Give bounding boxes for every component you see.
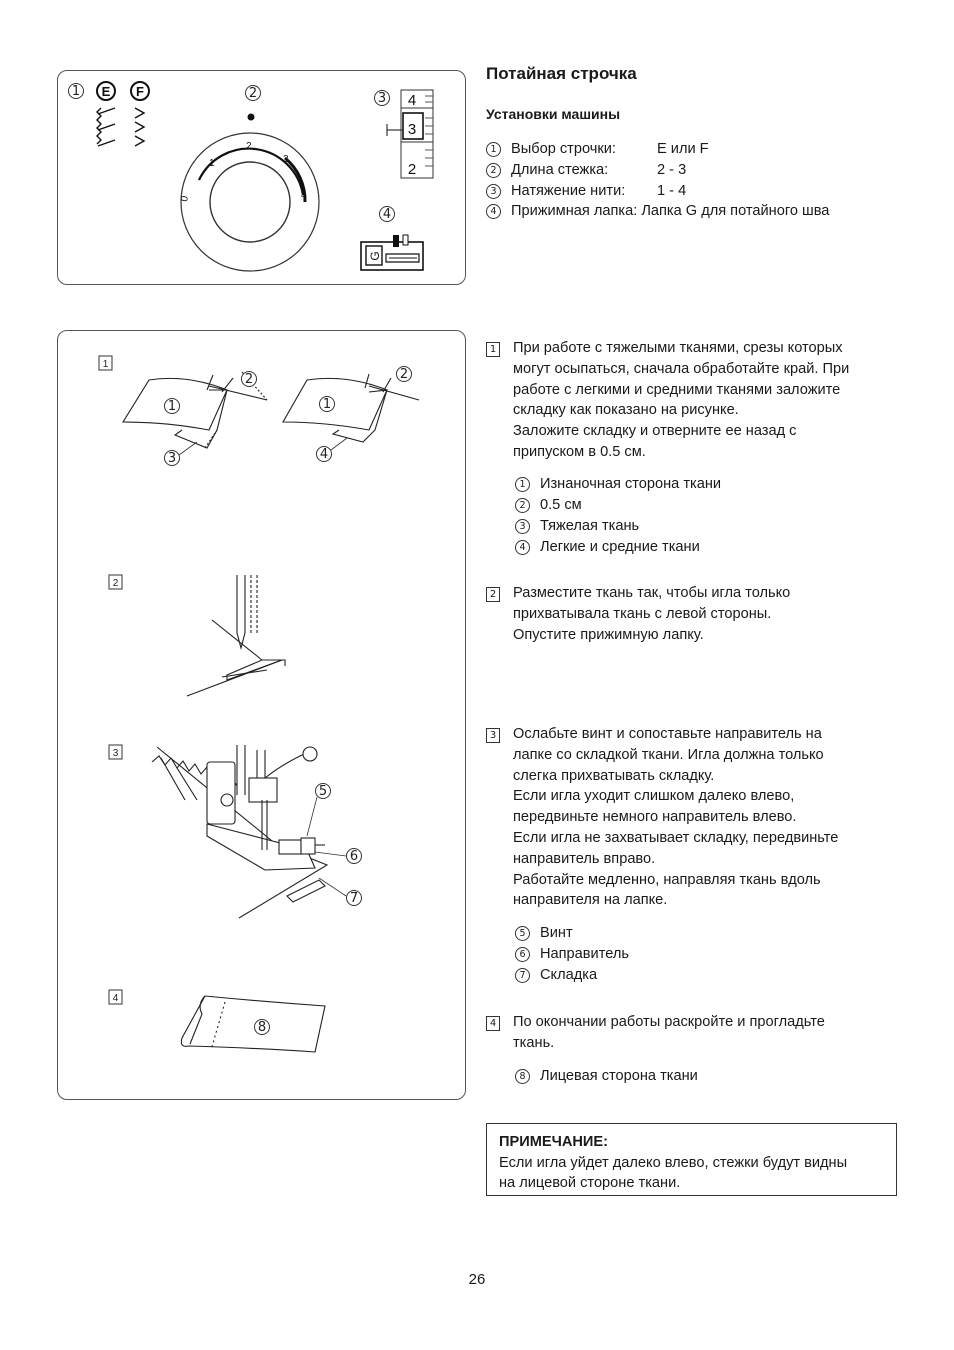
setting-row <box>486 181 829 202</box>
legend-text: Направитель <box>540 946 629 962</box>
fig-step-label-2 <box>109 575 122 589</box>
fold-light-fabric-drawing <box>283 374 419 442</box>
fig-step-label-4 <box>109 990 122 1004</box>
text-line: По окончании работы раскройте и прогладьте <box>513 1014 825 1030</box>
svg-text:4: 4 <box>301 190 307 201</box>
note-box <box>486 1123 897 1196</box>
svg-text:1: 1 <box>71 84 81 99</box>
callout-1 <box>69 84 84 100</box>
text-line: лапке со складкой ткани. Игла должна только <box>513 746 824 763</box>
fig-step-label-1 <box>99 356 112 370</box>
legend-text: Лицевая сторона ткани <box>540 1068 698 1084</box>
text-line: работе с легкими и средними тканями заложите <box>513 381 841 398</box>
text-line: Если игла не захватывает складку, передвиньте <box>513 829 839 846</box>
note-line: Если игла уйдет далеко влево, стежки будут видны <box>499 1154 848 1171</box>
legend-text: Складка <box>540 967 598 983</box>
step-1-text <box>513 338 849 463</box>
blind-hem-foot-icon <box>361 235 423 270</box>
legend-text: Винт <box>540 925 573 941</box>
callout-badge: 4 <box>486 204 501 219</box>
page-title: Потайная строчка <box>486 64 637 83</box>
steps-illustration <box>57 330 464 1098</box>
pattern-f-badge <box>131 82 149 100</box>
callout-badge: 7 <box>515 968 530 983</box>
legend-text: Изнаночная сторона ткани <box>540 476 722 492</box>
text-line: складку как показано на рисунке. <box>513 402 739 419</box>
callout-badge: 2 <box>486 163 501 178</box>
setting-value: Лапка G для потайного шва <box>641 203 830 220</box>
step-1-legend <box>515 474 721 558</box>
svg-text:2: 2 <box>244 372 254 387</box>
legend-item <box>515 965 629 986</box>
text-line: направитель вправо. <box>513 850 656 867</box>
text-line: Опустите прижимную лапку. <box>513 626 704 643</box>
fig1-callout-1a <box>165 399 180 415</box>
fig4-callout-8 <box>255 1020 270 1036</box>
svg-text:1: 1 <box>209 158 215 169</box>
text-line: припуском в 0.5 см. <box>513 443 646 460</box>
text-line: прихватывала ткань с левой стороны. <box>513 605 772 622</box>
svg-text:2: 2 <box>248 86 258 101</box>
callout-3 <box>375 91 390 107</box>
svg-text:3: 3 <box>112 748 119 759</box>
callout-badge: 5 <box>515 926 530 941</box>
text-line: передвиньте немного направитель влево. <box>513 809 797 826</box>
legend-item <box>515 944 629 965</box>
svg-text:4: 4 <box>407 92 417 109</box>
note-line: на лицевой стороне ткани. <box>499 1175 681 1191</box>
setting-value: 1 - 4 <box>657 182 687 199</box>
fig-step-label-3 <box>109 745 122 759</box>
fig1-callout-1b <box>320 397 335 413</box>
setting-label: Длина стежка: <box>511 161 609 178</box>
svg-text:1: 1 <box>102 359 109 370</box>
step-4-number: 4 <box>486 1016 500 1031</box>
text-line: могут осыпаться, сначала обработайте край. При <box>513 360 850 377</box>
legend-item <box>515 537 721 558</box>
legend-item <box>515 516 721 537</box>
svg-text:6: 6 <box>349 849 359 864</box>
callout-badge: 8 <box>515 1069 530 1084</box>
callout-badge: 6 <box>515 947 530 962</box>
legend-text: Легкие и средние ткани <box>540 539 700 555</box>
svg-text:E: E <box>101 84 111 99</box>
svg-text:2: 2 <box>246 141 252 152</box>
blind-stitch-e-icon <box>97 108 115 146</box>
callout-badge: 1 <box>486 142 501 157</box>
setting-row <box>486 139 829 160</box>
svg-text:8: 8 <box>257 1020 267 1035</box>
pattern-e-badge <box>97 82 115 100</box>
step-3-legend <box>515 923 629 986</box>
callout-badge: 3 <box>486 184 501 199</box>
setting-value: 2 - 3 <box>657 161 687 178</box>
text-line: Заложите складку и отверните ее назад с <box>513 423 797 440</box>
settings-list <box>486 139 829 222</box>
svg-text:4: 4 <box>319 447 329 462</box>
setting-label: Выбор строчки: <box>511 141 616 157</box>
svg-text:0: 0 <box>179 195 191 203</box>
blind-stitch-f-icon <box>135 108 144 146</box>
callout-4 <box>380 207 395 223</box>
fig3-callout-6 <box>347 849 362 865</box>
svg-text:2: 2 <box>407 161 417 178</box>
text-line: Работайте медленно, направляя ткань вдоль <box>513 871 821 888</box>
note-heading: ПРИМЕЧАНИЕ: <box>499 1134 609 1150</box>
text-line: Ослабьте винт и сопоставьте направитель на <box>513 726 822 742</box>
svg-text:3: 3 <box>283 154 289 165</box>
step-4-legend <box>515 1066 698 1087</box>
step-4-text <box>513 1012 825 1054</box>
svg-text:F: F <box>136 84 144 99</box>
callout-2 <box>246 86 261 102</box>
callout-badge: 1 <box>515 477 530 492</box>
text-line: Разместите ткань так, чтобы игла только <box>513 585 791 601</box>
callout-badge: 3 <box>515 519 530 534</box>
finished-hem-drawing <box>181 996 325 1052</box>
callout-badge: 2 <box>515 498 530 513</box>
text-line: Если игла уходит слишком далеко влево, <box>513 788 795 805</box>
fig1-callout-4 <box>317 447 332 463</box>
svg-text:3: 3 <box>407 121 417 138</box>
machine-settings-illustration <box>57 70 464 283</box>
legend-text: 0.5 см <box>540 497 582 513</box>
svg-text:7: 7 <box>349 891 359 906</box>
fig1-callout-2b <box>397 367 412 383</box>
fig3-callout-5 <box>316 784 331 800</box>
text-line: При работе с тяжелыми тканями, срезы которых <box>513 340 843 356</box>
legend-text: Тяжелая ткань <box>540 518 640 534</box>
svg-text:3: 3 <box>377 91 387 106</box>
fig1-callout-3 <box>165 451 180 467</box>
svg-text:1: 1 <box>322 397 332 412</box>
setting-row <box>486 160 829 181</box>
svg-text:4: 4 <box>112 993 119 1004</box>
svg-text:2: 2 <box>112 578 119 589</box>
page-number: 26 <box>468 1271 486 1288</box>
thread-tension-scale <box>387 90 433 178</box>
svg-text:3: 3 <box>167 451 177 466</box>
legend-item <box>515 474 721 495</box>
fig3-callout-7 <box>347 891 362 907</box>
stitch-length-dial <box>179 133 319 271</box>
setting-label: Прижимная лапка: <box>511 203 638 220</box>
svg-text:G: G <box>368 251 382 261</box>
legend-item <box>515 1066 698 1087</box>
legend-item <box>515 495 721 516</box>
svg-text:1: 1 <box>167 399 177 414</box>
dial-indicator-dot <box>248 114 255 121</box>
setting-row <box>486 201 829 222</box>
text-line: ткань. <box>513 1034 555 1051</box>
step-2-text <box>513 583 790 645</box>
text-line: слегка прихватывать складку. <box>513 767 715 784</box>
setting-label: Натяжение нити: <box>511 182 626 199</box>
needle-placement-drawing <box>187 575 285 696</box>
setting-value: E или F <box>657 141 709 157</box>
step-3-text <box>513 724 838 911</box>
step-3-number: 3 <box>486 728 500 743</box>
settings-heading: Установки машины <box>486 106 621 122</box>
svg-text:4: 4 <box>382 207 392 222</box>
svg-text:2: 2 <box>399 367 409 382</box>
step-1-number: 1 <box>486 342 500 357</box>
callout-badge: 4 <box>515 540 530 555</box>
fig1-callout-2a <box>242 372 257 388</box>
text-line: направителя на лапке. <box>513 892 668 909</box>
svg-text:5: 5 <box>318 784 328 799</box>
legend-item <box>515 923 629 944</box>
step-2-number: 2 <box>486 587 500 602</box>
presser-foot-guide-drawing <box>152 745 327 918</box>
